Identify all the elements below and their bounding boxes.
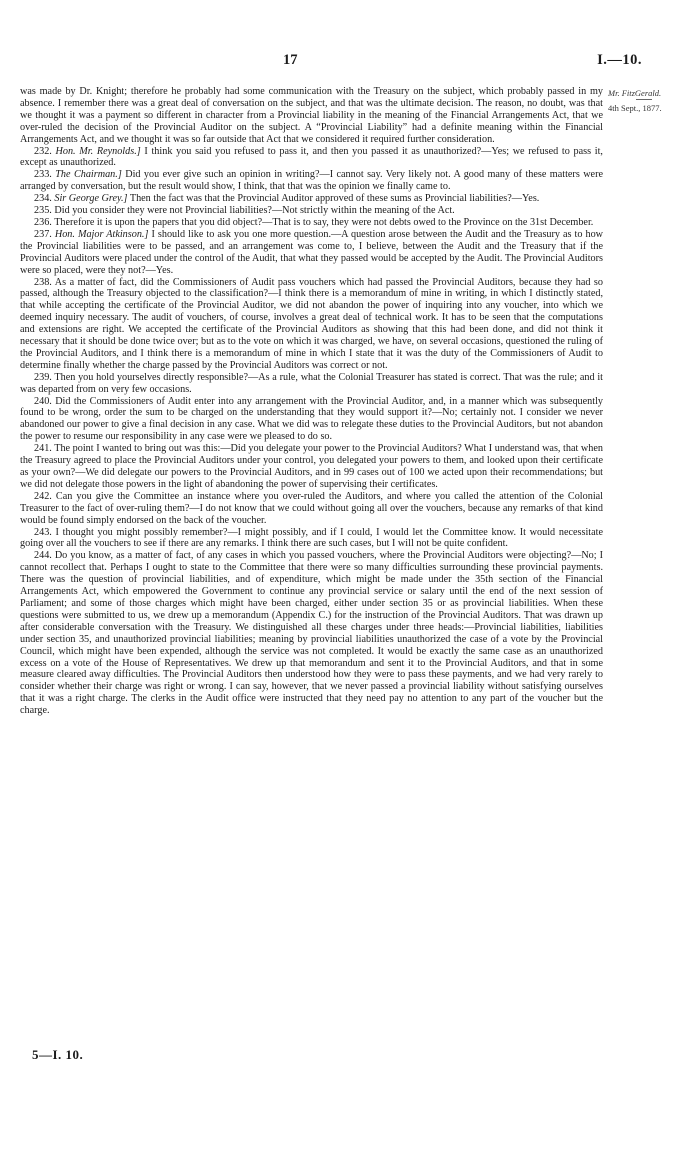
- question-number: 232.: [34, 145, 52, 157]
- question-number: 239.: [34, 371, 52, 383]
- paragraph-text: was made by Dr. Knight; therefore he probably had some communication with the Treasury on the subject, which probably passed in my absence. I remember there was a great deal of conversation on the subject, and that was the ultimate decision. The reason, no doubt, was that we thought it was a payment so different in character from a Provincial liability in the meaning of the Financial Arrangements Act, that we over-ruled the decision of the Provincial Auditor on the subject. A “Provincial Liability” had a definite meaning within the Financial Arrangements Act, and we thought it was so far outside that Act that we considered it required further consideration.: [20, 86, 603, 145]
- evidence-paragraph: [20, 396, 603, 444]
- evidence-paragraph: [20, 372, 603, 396]
- evidence-paragraph: [20, 550, 603, 717]
- question-number: 233.: [34, 169, 52, 181]
- evidence-paragraph: [20, 527, 603, 551]
- paragraph-text: I should like to ask you one more question.—A question arose between the Audit and the Treasury as to how the Provincial liabilities were to be passed, and an arrangement was come to, I believe, between the Audit and the Treasury that if the Provincial Auditors were placed under the control of the Audit, that what they passed would be accepted by the Audit. The Provincial Auditors were so placed, were they not?—Yes.: [20, 228, 604, 276]
- question-number: 237.: [34, 228, 52, 240]
- evidence-paragraph: [20, 86, 603, 146]
- page-number: 17: [283, 52, 298, 68]
- paragraph-text: Can you give the Committee an instance where you over-ruled the Auditors, and where you called the attention of the Colonial Treasurer to the fact of over-ruling them?—I do not know that we could without going all over the vouchers, because any remarks of that kind would be found simply endorsed on the back of the voucher.: [20, 490, 604, 526]
- evidence-body: [20, 86, 603, 717]
- paragraph-text: I think you said you refused to pass it, and then you passed it as unauthorized?—Yes; we refused to pass it, except as unauthorized.: [20, 145, 603, 169]
- evidence-date: 4th Sept., 1877.: [608, 103, 662, 113]
- paragraph-text: Then the fact was that the Provincial Auditor approved of these sums as Provincial liabilities?—Yes.: [129, 193, 540, 205]
- paragraph-text: Did the Commissioners of Audit enter into any arrangement with the Provincial Auditor, and, in a manner which was subsequently found to be wrong, order the sum to be charged on the understanding that they would support it?—No; certainly not. I consider we never abandoned our power to give a final decision in any case. What we did was to relegate these duties to the Provincial Auditors, but not abandon the power to resume our responsibility in any case were we pleased to do so.: [20, 395, 604, 443]
- speaker-name: Hon. Major Atkinson.]: [54, 228, 149, 240]
- question-number: 238.: [34, 276, 52, 288]
- question-number: 242.: [34, 490, 52, 502]
- evidence-paragraph: [20, 217, 603, 229]
- evidence-paragraph: [20, 491, 603, 527]
- question-number: 243.: [34, 526, 52, 538]
- page-header: [0, 52, 700, 72]
- paragraph-text: As a matter of fact, did the Commissioners of Audit pass vouchers which had passed the Provincial Auditors, because they had so passed, although the Treasury objected to the classification?—I think there is a memorandum of mine in writing, in which I distinctly stated, that while accepting the certificate of the Provincial Auditor, we did not abandon the power of inquiring into any voucher, into which we deemed inquiry necessary. The audit of vouchers, of course, involves a great deal of technical work. It has to be seen that the computations and extensions are right. We accepted the certificate of the Provincial Auditors as showing that this had been done, and did not think it necessary that it should be done twice over; but as to the vote on which it was charged, we have, on several occasions, questioned the ruling of the Provincial Auditors, and I think there is a memorandum of mine in which I state that it was the duty of the Commissioners of Audit to determine finally whether the charge passed by the Provincial Auditors was correct or not.: [20, 276, 603, 371]
- evidence-paragraph: [20, 205, 603, 217]
- question-number: 235.: [34, 205, 52, 217]
- paragraph-text: Did you ever give such an opinion in writing?—I cannot say. Very likely not. A good many of these matters were arranged by conversation, but the result would show, I think, that that was the opinion we finally came to.: [20, 169, 603, 193]
- paragraph-text: Therefore it is upon the papers that you did object?—That is to say, they were not debts owed to the Province on the 31st December.: [54, 216, 594, 228]
- speaker-name: The Chairman.]: [55, 169, 122, 181]
- evidence-paragraph: [20, 146, 603, 170]
- question-number: 244.: [34, 550, 52, 562]
- question-number: 241.: [34, 443, 52, 455]
- margin-note: [608, 88, 678, 114]
- paragraph-text: I thought you might possibly remember?—I might possibly, and if I could, I would let the Committee know. It would necessitate going over all the vouchers to see if there are any remarks. I think there are such cases, but I will not be quite confident.: [20, 526, 603, 550]
- evidence-paragraph: [20, 229, 603, 277]
- speaker-name: Hon. Mr. Reynolds.]: [55, 145, 141, 157]
- paragraph-text: Did you consider they were not Provincial liabilities?—Not strictly within the meaning of the Act.: [54, 205, 455, 217]
- paragraph-text: Then you hold yourselves directly responsible?—As a rule, what the Colonial Treasurer has stated is correct. That was the rule; and it was departed from on very few occasions.: [20, 371, 603, 395]
- signature-mark: 5—I. 10.: [32, 1047, 84, 1062]
- evidence-paragraph: [20, 193, 603, 205]
- question-number: 240.: [34, 395, 52, 407]
- document-reference: I.—10.: [597, 52, 642, 68]
- witness-name: Mr. FitzGerald.: [608, 88, 662, 98]
- evidence-paragraph: [20, 443, 603, 491]
- paragraph-text: The point I wanted to bring out was this:—Did you delegate your power to the Provincial Auditors? What I understand was, that when the Treasury agreed to place the Provincial Auditors under your control, you delegated your powers to them, and looked upon their certificate as your own?—We did delegate our powers to the Provincial Auditors, and in 99 cases out of 100 we acted upon their recommendations; but we did not delegate those powers in the light of abandoning the power of supervising their certificates.: [20, 443, 603, 490]
- question-number: 234.: [34, 193, 52, 205]
- paragraph-text: Do you know, as a matter of fact, of any cases in which you passed vouchers, where the Provincial Auditors were objecting?—No; I cannot recollect that. Perhaps I ought to state to the Committee that there were so many difficulties surrounding these provincial payments. There was the question of provincial liabilities, and of expenditure, which might be made under the 35th section of the Financial Arrangements Act, which empowered the Government to continue any provincial service or salary until the end of the next session of Parliament; and some of those charges which might have been charged, either under section 35 or as provincial liabilities. When these questions were submitted to us, we drew up a memorandum (Appendix C.) for the instruction of the Provincial Auditors. That was drawn up after considerable conversation with the Treasury. We distinguished all these charges under three heads:—Provincial liabilities, liabilities under section 35, and unauthorized provincial liabilities; meaning by provincial liabilities unauthorized the case of a vote by the Provincial Council, which might have been expended, although the service was not completed. It would be exactly the same case as an unauthorized excess on a vote of the House of Representatives. We drew up that memorandum and sent it to the Provincial Auditors, and that in some measure cleared away difficulties. The Provincial Auditors then understood how they were to pass these payments, and we had very rarely to consider whether their charge was right or wrong. I can say, however, that we never passed a provincial liability without satisfying ourselves that it was a right charge. The clerks in the Audit office were instructed that they need pay no attention to any part of the voucher but the charge.: [20, 550, 603, 717]
- question-number: 236.: [34, 216, 52, 228]
- evidence-paragraph: [20, 277, 603, 372]
- speaker-name: Sir George Grey.]: [54, 193, 128, 205]
- evidence-paragraph: [20, 169, 603, 193]
